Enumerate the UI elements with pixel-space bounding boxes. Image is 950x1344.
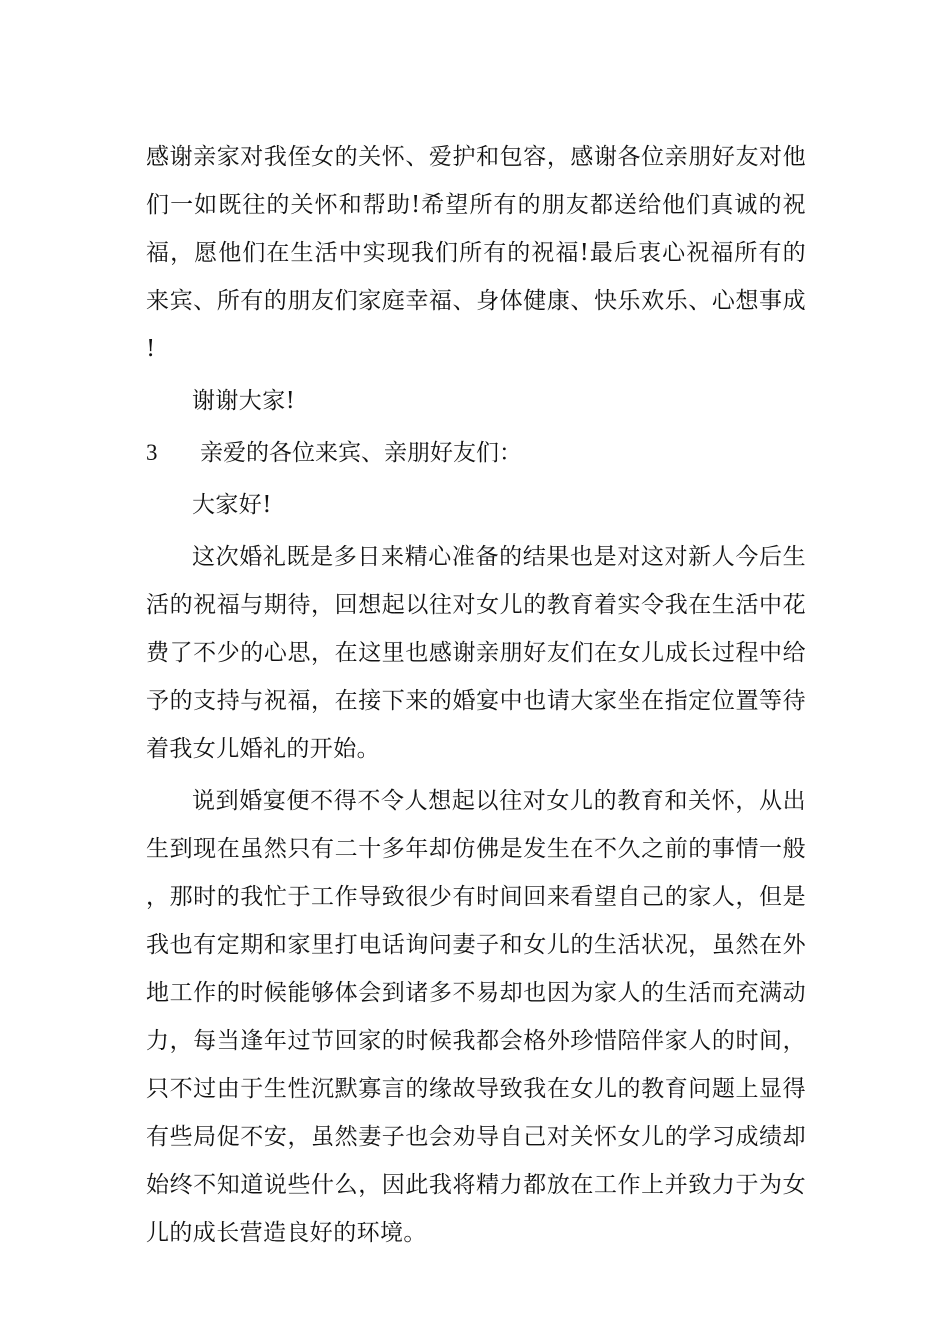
closing-thanks-paragraph: 感谢亲家对我侄女的关怀、爱护和包容，感谢各位亲朋好友对他们一如既往的关怀和帮助!希望所有的朋友都送给他们真诚的祝福，愿他们在生活中实现我们所有的祝福!最后衷心祝福所有的来宾、所有的朋友们家庭幸福、身体健康、快乐欢乐、心想事成! xyxy=(146,144,806,362)
wedding-intro-paragraph: 这次婚礼既是多日来精心准备的结果也是对这对新人今后生活的祝福与期待，回想起以往对女儿的教育着实令我在生活中花费了不少的心思，在这里也感谢亲朋好友们在女儿成长过程中给予的支持与祝福，在接下来的婚宴中也请大家坐在指定位置等待着我女儿婚礼的开始。 xyxy=(146,544,806,762)
document-body xyxy=(146,133,806,1261)
section-greeting: 亲爱的各位来宾、亲朋好友们： xyxy=(200,440,522,466)
thank-you-line: 谢谢大家! xyxy=(192,388,296,414)
hello-line: 大家好! xyxy=(192,492,272,518)
memories-paragraph: 说到婚宴便不得不令人想起以往对女儿的教育和关怀，从出生到现在虽然只有二十多年却仿佛是发生在不久之前的事情一般，那时的我忙于工作导致很少有时间回来看望自己的家人，但是我也有定期和家里打电话询问妻子和女儿的生活状况，虽然在外地工作的时候能够体会到诸多不易却也因为家人的生活而充满动力，每当逢年过节回家的时候我都会格外珍惜陪伴家人的时间，只不过由于生性沉默寡言的缘故导致我在女儿的教育问题上显得有些局促不安，虽然妻子也会劝导自己对关怀女儿的学习成绩却始终不知道说些什么，因此我将精力都放在工作上并致力于为女儿的成长营造良好的环境。 xyxy=(146,788,806,1246)
section-heading xyxy=(146,429,806,477)
section-number: 3 xyxy=(146,440,158,465)
